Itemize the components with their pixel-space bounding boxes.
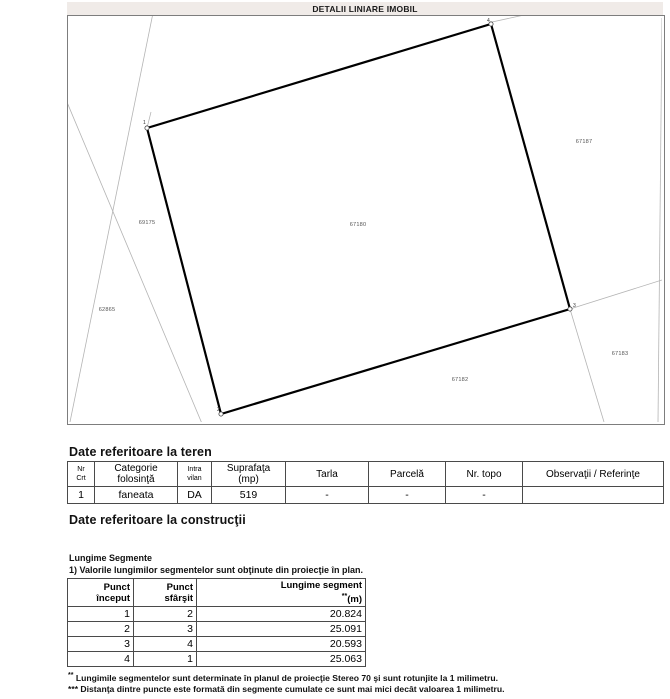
teren-col-categorie — [95, 462, 178, 487]
segmente-col-lungime-line2: (m) — [347, 594, 362, 606]
vertex-label-1: 1 — [143, 120, 146, 126]
segmente-cell-start: 3 — [68, 637, 134, 652]
teren-col-categorie-line1: Categorie — [114, 463, 158, 474]
teren-col-intravilan — [178, 462, 212, 487]
parcel-label-69175: 69175 — [138, 220, 156, 226]
segmente-cell-length: 20.593 — [197, 637, 366, 652]
segmente-cell-end: 4 — [134, 637, 197, 652]
teren-col-observatii: Observaţii / Referinţe — [523, 462, 664, 487]
teren-cell-observatii — [523, 487, 664, 504]
teren-section-title: Date referitoare la teren — [69, 445, 212, 459]
segmente-cell-start: 4 — [68, 652, 134, 667]
table-row — [68, 637, 366, 652]
teren-cell-categorie: faneata — [95, 487, 178, 504]
teren-col-tarla: Tarla — [286, 462, 369, 487]
vertex-label-4: 4 — [487, 18, 490, 24]
vertex-marker-3[interactable] — [568, 307, 572, 311]
table-row — [68, 652, 366, 667]
table-row — [68, 487, 664, 504]
teren-col-nr — [68, 462, 95, 487]
lungime-segmente-note: 1) Valorile lungimilor segmentelor sunt obţinute din proiecţie în plan. — [69, 565, 364, 575]
vertex-markers — [145, 22, 572, 416]
teren-col-categorie-line2: folosinţă — [117, 474, 155, 485]
segmente-table — [67, 578, 366, 667]
segmente-cell-start: 1 — [68, 607, 134, 622]
segmente-col-lungime-line2-wrap — [199, 591, 362, 605]
table-row — [68, 622, 366, 637]
footnote-2 — [68, 684, 505, 694]
segmente-table-header-row — [68, 579, 366, 607]
teren-table — [67, 461, 664, 504]
parcel-label-67183: 67183 — [611, 351, 629, 357]
segmente-col-punct-inceput-line1: Punct — [103, 581, 130, 593]
neighbor-boundary-lines — [68, 16, 662, 422]
teren-col-nr-line1: Nr — [77, 466, 85, 473]
footnote-1 — [68, 672, 498, 683]
teren-cell-topo: - — [446, 487, 523, 504]
footnote-1-mark: ** — [68, 672, 74, 679]
segmente-cell-end: 2 — [134, 607, 197, 622]
vertex-marker-1[interactable] — [145, 126, 149, 130]
table-row — [68, 607, 366, 622]
map-header-title: DETALII LINIARE IMOBIL — [67, 2, 663, 16]
lungime-segmente-title: Lungime Segmente — [69, 553, 153, 563]
vertex-label-3: 3 — [573, 303, 576, 309]
segmente-cell-end: 1 — [134, 652, 197, 667]
parcel-polygon-67180[interactable] — [147, 24, 570, 414]
segmente-cell-length: 25.091 — [197, 622, 366, 637]
parcel-label-62865: 62865 — [98, 307, 116, 313]
footnote-2-text: Distanţa dintre puncte este formată din segmente cumulate ce sunt mai mici decât valoarea 1 milimetru. — [78, 684, 505, 694]
parcel-label-67182: 67182 — [451, 377, 469, 383]
segmente-cell-length: 25.063 — [197, 652, 366, 667]
segmente-col-punct-inceput-line2: început — [96, 592, 130, 604]
teren-col-nr-line2: Crt — [76, 475, 86, 482]
teren-cell-nr: 1 — [68, 487, 95, 504]
segmente-cell-start: 2 — [68, 622, 134, 637]
teren-col-intravilan-line2: vilan — [187, 475, 202, 482]
teren-col-suprafata — [212, 462, 286, 487]
segmente-col-punct-inceput — [68, 579, 134, 607]
segmente-cell-end: 3 — [134, 622, 197, 637]
parcel-label-67180: 67180 — [349, 222, 367, 228]
parcel-label-67187: 67187 — [575, 139, 593, 145]
teren-cell-suprafata: 519 — [212, 487, 286, 504]
footnote-1-text: Lungimile segmentelor sunt determinate în planul de proiecţie Stereo 70 şi sunt rotunjite la 1 milimetru. — [73, 672, 498, 683]
segmente-col-lungime-line1: Lungime segment — [280, 580, 362, 591]
segmente-cell-length: 20.824 — [197, 607, 366, 622]
teren-col-intravilan-line1: Intra — [187, 466, 202, 473]
segmente-col-lungime — [197, 579, 366, 607]
teren-col-topo: Nr. topo — [446, 462, 523, 487]
segmente-col-punct-sfarsit-line2: sfârşit — [164, 592, 193, 604]
teren-col-parcela: Parcelă — [369, 462, 446, 487]
map-svg — [68, 16, 662, 422]
teren-table-header-row — [68, 462, 664, 487]
teren-col-suprafata-line1: Suprafaţa — [226, 463, 271, 474]
vertex-label-2: 2 — [217, 407, 220, 413]
teren-cell-tarla: - — [286, 487, 369, 504]
constructii-section-title: Date referitoare la construcţii — [69, 513, 246, 527]
teren-cell-parcela: - — [369, 487, 446, 504]
footnote-2-mark: *** — [68, 684, 79, 694]
cadastral-map[interactable] — [67, 15, 665, 425]
segmente-col-lungime-mark: ** — [341, 593, 348, 600]
segmente-col-punct-sfarsit-line1: Punct — [166, 581, 193, 593]
teren-col-suprafata-line2: (mp) — [238, 474, 259, 485]
segmente-col-punct-sfarsit — [134, 579, 197, 607]
teren-cell-intravilan: DA — [178, 487, 212, 504]
